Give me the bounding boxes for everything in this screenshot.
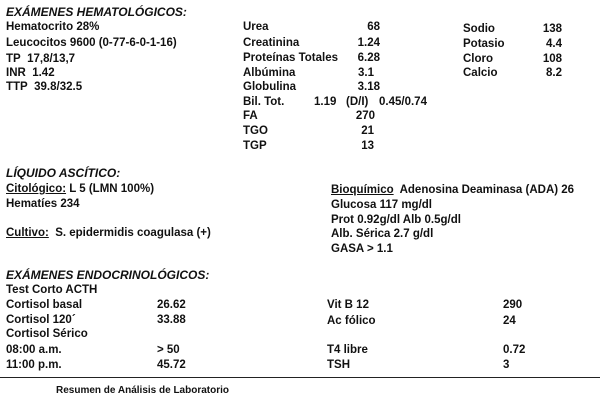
tsh-label: TSH [327,359,350,371]
vitb12-label: Vit B 12 [327,299,369,311]
figure-caption: Resumen de Análisis de Laboratorio [56,385,230,396]
albumina-label: Albúmina [243,67,296,79]
bioquimico-label: Bioquímico [331,184,394,196]
cortisol-120-label: Cortisol 120´ [6,314,76,326]
ac-folico-value: 24 [503,315,516,327]
alb-serica: Alb. Sérica 2.7 g/dl [331,228,434,240]
globulina-label: Globulina [243,81,297,93]
fa-value: 270 [355,110,375,122]
hemato-left-row [6,52,75,66]
bioquimico-value: Adenosina Deaminasa (ADA) 26 [399,184,575,196]
citologico-label: Citológico: [6,183,67,195]
citologico-row [6,182,154,196]
proteinas-value: 6.28 [357,52,380,64]
sodio-value: 138 [542,23,562,35]
sodio-label: Sodio [463,23,495,35]
urea-label: Urea [243,21,269,33]
bil-tot-label: Bil. Tot. [243,96,285,108]
cortisol-120-value: 33.88 [157,314,186,326]
proteinas-label: Proteínas Totales [243,52,339,64]
cortisol-pm-value: 45.72 [157,359,186,371]
glucosa: Glucosa 117 mg/dl [331,199,432,211]
bil-di-label: (D/I) [346,96,369,108]
vitb12-value: 290 [503,299,523,311]
cultivo-value: S. epidermidis coagulasa (+) [55,227,211,239]
t4-libre-label: T4 libre [327,344,368,356]
tp-label: TP [6,53,21,65]
hemato-title: EXÁMENES HEMATOLÓGICOS: [6,5,187,19]
caption-divider [0,377,600,378]
hemato-left-row [6,36,177,50]
tgo-label: TGO [243,125,268,137]
inr-label: INR [6,67,26,79]
cortisol-basal-label: Cortisol basal [6,299,83,311]
test-corto: Test Corto ACTH [6,284,98,296]
tp-value: 17,8/13,7 [27,53,76,65]
calcio-label: Calcio [463,67,498,79]
globulina-value: 3.18 [357,81,380,93]
ac-folico-label: Ac fólico [327,315,376,327]
tsh-value: 3 [503,359,510,371]
cloro-label: Cloro [463,53,494,65]
hemato-left-row [6,80,82,94]
tgp-label: TGP [243,140,267,152]
hematies: Hematíes 234 [6,198,80,210]
hemato-left-row [6,66,55,80]
cortisol-serico-label: Cortisol Sérico [6,328,88,340]
hemato-left-row [6,20,99,34]
cortisol-pm-label: 11:00 p.m. [6,359,62,371]
hematocrito-value: 28% [76,21,100,33]
calcio-value: 8.2 [546,67,562,79]
leucocitos-value: 9600 (0-77-6-0-1-16) [69,37,177,49]
prot-alb: Prot 0.92g/dl Alb 0.5g/dl [331,214,461,226]
potasio-label: Potasio [463,38,505,50]
hematocrito-label: Hematocrito [6,21,74,33]
gasa: GASA > 1.1 [331,243,393,255]
cultivo-label: Cultivo: [6,227,49,239]
cultivo-row [6,226,211,240]
citologico-value: L 5 (LMN 100%) [69,183,155,195]
urea-value: 68 [367,21,380,33]
bioquimico-row [331,183,574,197]
tgo-value: 21 [361,125,374,137]
cloro-value: 108 [542,53,562,65]
tgp-value: 13 [361,140,374,152]
inr-value: 1.42 [32,67,55,79]
albumina-value: 3.1 [358,67,374,79]
t4-libre-value: 0.72 [503,344,526,356]
leucocitos-label: Leucocitos [6,37,67,49]
endo-title: EXÁMENES ENDOCRINOLÓGICOS: [6,268,210,282]
cortisol-am-value: > 50 [157,344,180,356]
creatinina-value: 1.24 [357,37,380,49]
cortisol-am-label: 08:00 a.m. [6,344,62,356]
ttp-value: 39.8/32.5 [34,81,83,93]
cortisol-basal-value: 26.62 [157,299,186,311]
ttp-label: TTP [6,81,28,93]
potasio-value: 4.4 [546,38,562,50]
creatinina-label: Creatinina [243,37,300,49]
ascitico-title: LÍQUIDO ASCÍTICO: [6,166,121,180]
bil-di-value: 0.45/0.74 [379,96,427,108]
bil-tot-value: 1.19 [314,96,337,108]
fa-label: FA [243,110,258,122]
